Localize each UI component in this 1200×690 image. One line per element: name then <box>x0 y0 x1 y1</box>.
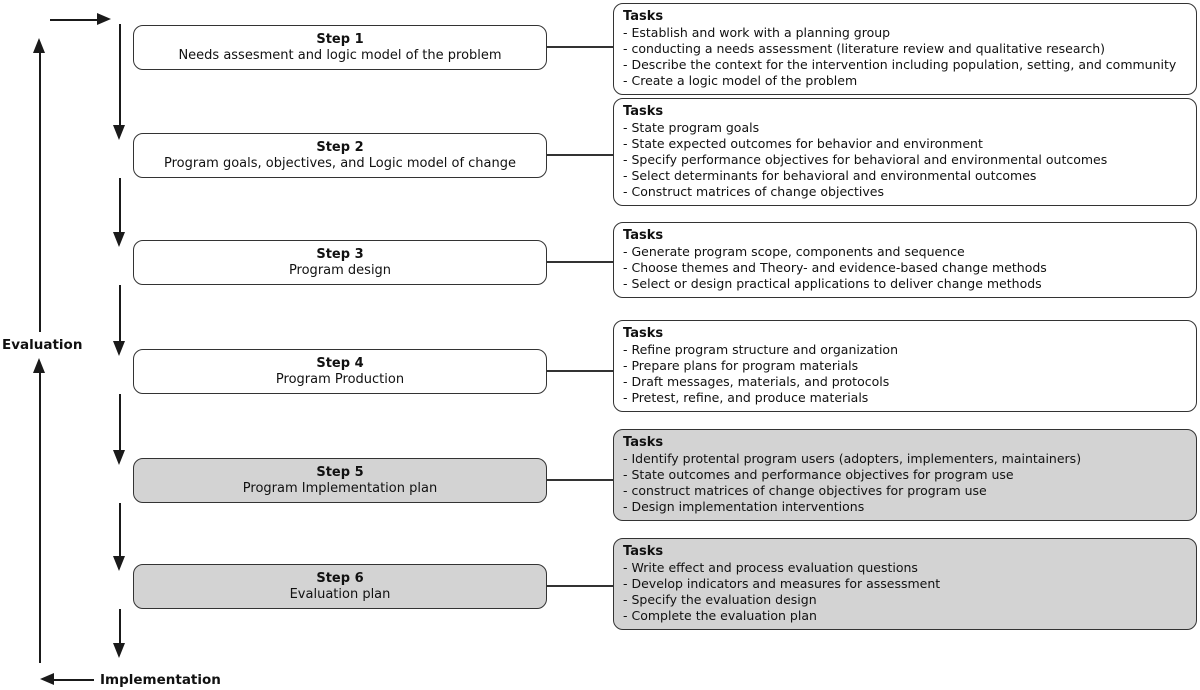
tasks-header: Tasks <box>623 9 664 24</box>
step-title: Step 2 <box>316 139 364 155</box>
arrow-down-icon <box>113 125 125 140</box>
step-title: Step 5 <box>316 464 364 480</box>
arrow-down-icon <box>113 232 125 247</box>
evaluation-label: Evaluation <box>2 337 83 353</box>
task-item: - Complete the evaluation plan <box>623 608 817 623</box>
arrow-down-icon <box>113 341 125 356</box>
task-item: - Generate program scope, components and sequence <box>623 244 965 259</box>
arrow-down-icon <box>113 643 125 658</box>
task-item: - State program goals <box>623 120 760 135</box>
step-title: Step 3 <box>316 246 364 262</box>
connector-line-3 <box>546 261 613 263</box>
step-box-6 <box>133 564 547 609</box>
chain-line-segment-1 <box>119 24 121 125</box>
task-item: - Select determinants for behavioral and environmental outcomes <box>623 168 1037 183</box>
step-box-4 <box>133 349 547 394</box>
task-item: - Establish and work with a planning group <box>623 25 891 40</box>
chain-line-segment-4 <box>119 394 121 450</box>
arrow-down-icon <box>113 450 125 465</box>
connector-line-1 <box>546 46 613 48</box>
top-entry-line <box>50 19 97 21</box>
implementation-label: Implementation <box>100 672 221 688</box>
chain-line-segment-3 <box>119 285 121 341</box>
tasks-box-5 <box>613 429 1197 521</box>
task-item: - Select or design practical applications to deliver change methods <box>623 276 1042 291</box>
tasks-box-6 <box>613 538 1197 630</box>
step-box-3 <box>133 240 547 285</box>
step-subtitle: Needs assesment and logic model of the problem <box>178 47 502 63</box>
evaluation-axis-line-lower <box>39 373 41 663</box>
connector-line-2 <box>546 154 613 156</box>
chain-line-segment-5 <box>119 503 121 556</box>
connector-line-5 <box>546 479 613 481</box>
task-item: - Identify protental program users (adopters, implementers, maintainers) <box>623 451 1082 466</box>
step-subtitle: Program Production <box>275 371 405 387</box>
task-item: - Create a logic model of the problem <box>623 73 858 88</box>
tasks-box-2 <box>613 98 1197 206</box>
tasks-header: Tasks <box>623 435 664 450</box>
evaluation-axis-line-upper <box>39 53 41 332</box>
task-item: - Prepare plans for program materials <box>623 358 859 373</box>
step-title: Step 1 <box>316 31 364 47</box>
task-item: - conducting a needs assessment (literature review and qualitative research) <box>623 41 1106 56</box>
connector-line-4 <box>546 370 613 372</box>
connector-line-6 <box>546 585 613 587</box>
task-item: - Pretest, refine, and produce materials <box>623 390 869 405</box>
step-subtitle: Program design <box>288 262 392 278</box>
tasks-header: Tasks <box>623 544 664 559</box>
step-subtitle: Program Implementation plan <box>242 480 438 496</box>
tasks-header: Tasks <box>623 104 664 119</box>
step-box-5 <box>133 458 547 503</box>
task-item: - Choose themes and Theory- and evidence-based change methods <box>623 260 1047 275</box>
tasks-header: Tasks <box>623 326 664 341</box>
task-item: - Construct matrices of change objectives <box>623 184 884 199</box>
task-item: - Develop indicators and measures for assessment <box>623 576 941 591</box>
tasks-box-3 <box>613 222 1197 298</box>
arrow-up-icon <box>33 38 45 53</box>
task-item: - Specify the evaluation design <box>623 592 817 607</box>
step-box-2 <box>133 133 547 178</box>
step-subtitle: Program goals, objectives, and Logic model of change <box>163 155 517 171</box>
step-subtitle: Evaluation plan <box>289 586 391 602</box>
tasks-box-1 <box>613 3 1197 95</box>
task-item: - construct matrices of change objectives for program use <box>623 483 987 498</box>
task-item: - Write effect and process evaluation questions <box>623 560 918 575</box>
tasks-header: Tasks <box>623 228 664 243</box>
task-item: - Describe the context for the intervention including population, setting, and community <box>623 57 1177 72</box>
implementation-line <box>54 679 94 681</box>
step-title: Step 4 <box>316 355 364 371</box>
arrow-right-icon <box>97 13 111 25</box>
chain-line-segment-6 <box>119 609 121 643</box>
task-item: - State outcomes and performance objectives for program use <box>623 467 1014 482</box>
task-item: - Draft messages, materials, and protocols <box>623 374 890 389</box>
arrow-left-icon <box>40 673 54 685</box>
step-title: Step 6 <box>316 570 364 586</box>
task-item: - Specify performance objectives for behavioral and environmental outcomes <box>623 152 1108 167</box>
chain-line-segment-2 <box>119 178 121 232</box>
task-item: - Refine program structure and organization <box>623 342 898 357</box>
arrow-up-icon <box>33 358 45 373</box>
arrow-down-icon <box>113 556 125 571</box>
step-box-1 <box>133 25 547 70</box>
tasks-box-4 <box>613 320 1197 412</box>
task-item: - State expected outcomes for behavior and environment <box>623 136 983 151</box>
task-item: - Design implementation interventions <box>623 499 865 514</box>
